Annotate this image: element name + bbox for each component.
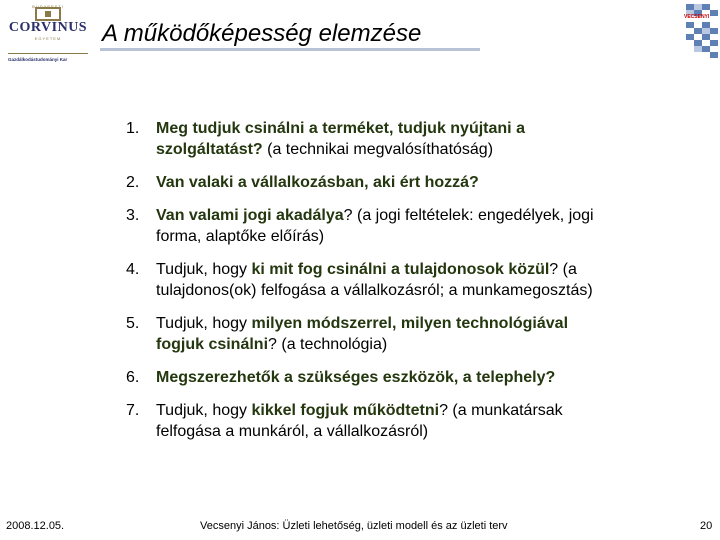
list-item-text: Tudjuk, hogy: [156, 315, 252, 332]
brand-mark: [682, 2, 718, 62]
list-item: [126, 118, 596, 160]
list-item-text: ? (a munkatársak felfogása a munkáról, a vállalkozásról): [156, 402, 563, 440]
list-item-text: ? (a jogi feltételek: engedélyek, jogi forma, alaptőke előírás): [156, 207, 594, 245]
feasibility-question-list: [126, 118, 596, 454]
list-item-number: 6.: [126, 369, 140, 386]
list-item: [126, 259, 596, 301]
title-underline: [100, 48, 480, 51]
brand-checker-icon: [682, 2, 718, 62]
brand-text: VECSENYI: [684, 14, 710, 20]
logo-name: CORVINUS: [8, 20, 88, 35]
list-item: [126, 400, 596, 442]
list-item-emphasis: Meg tudjuk csinálni a terméket, tudjuk nyújtani a szolgáltatást?: [156, 120, 525, 158]
logo-divider: [8, 53, 88, 54]
list-item-number: 1.: [126, 120, 140, 137]
list-item: [126, 367, 596, 388]
list-item-emphasis: kikkel fogjuk működtetni: [251, 402, 440, 419]
list-item-number: 2.: [126, 174, 140, 191]
list-item-emphasis: ki mit fog csinálni a tulajdonosok közül: [251, 261, 550, 278]
footer-date: 2008.12.05.: [6, 520, 65, 532]
footer-caption: Vecsenyi János: Üzleti lehetőség, üzleti modell és az üzleti terv: [200, 520, 508, 532]
list-item-text: ? (a technológia): [268, 336, 388, 353]
list-item-text: Tudjuk, hogy: [156, 402, 252, 419]
list-item-emphasis: Van valaki a vállalkozásban, aki ért hozzá?: [156, 174, 479, 191]
list-item: [126, 172, 596, 193]
list-item-emphasis: milyen módszerrel, milyen technológiával fogjuk csinálni: [156, 315, 569, 353]
list-item-text: Tudjuk, hogy: [156, 261, 252, 278]
page-title: A működőképesség elemzése: [102, 20, 422, 47]
page-number: 20: [700, 520, 713, 532]
list-item: [126, 205, 596, 247]
list-item-number: 3.: [126, 207, 140, 224]
list-item-text: ? (a tulajdonos(ok) felfogása a vállalkozásról; a munkamegosztás): [156, 261, 593, 299]
list-item-text: (a technikai megvalósíthatóság): [262, 141, 494, 158]
list-item-number: 7.: [126, 402, 140, 419]
corvinus-logo: [8, 4, 88, 64]
logo-top-text: BUDAPESTI: [32, 4, 64, 9]
list-item-emphasis: Van valami jogi akadálya: [156, 207, 344, 224]
list-item: [126, 313, 596, 355]
list-item-emphasis: Megszerezhetők a szükséges eszközök, a telephely?: [156, 369, 556, 386]
list-item-number: 4.: [126, 261, 140, 278]
logo-emblem-icon: [34, 7, 62, 21]
list-item-number: 5.: [126, 315, 140, 332]
logo-sub-text: EGYETEM: [34, 36, 62, 41]
logo-institute: Gazdálkodástudományi Kar: [8, 57, 68, 62]
